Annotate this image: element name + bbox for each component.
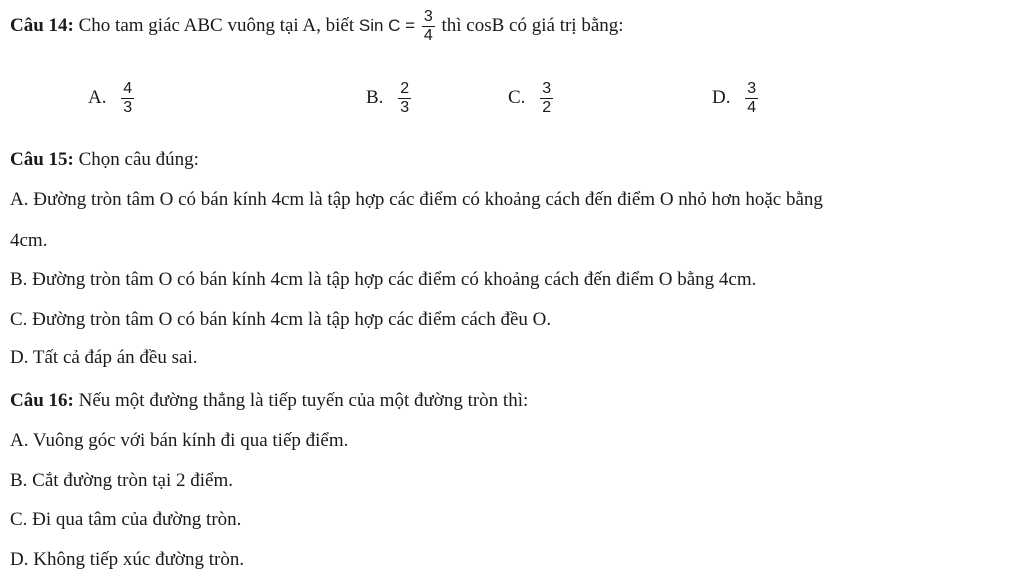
fraction-numerator: 4 (123, 80, 133, 98)
question-14-sin-fraction (422, 8, 435, 45)
option-fraction (398, 80, 411, 117)
question-16-option-b[interactable]: B. Cắt đường tròn tại 2 điểm. (10, 470, 233, 491)
question-14-label: Câu 14: (10, 14, 74, 36)
fraction-denominator: 3 (400, 99, 410, 117)
question-15-option-d[interactable]: D. Tất cả đáp án đều sai. (10, 347, 198, 368)
option-letter: D. (712, 87, 731, 108)
question-14-sin-expression: Sin C = (358, 15, 416, 35)
fraction-numerator: 2 (400, 80, 410, 98)
fraction-numerator: 3 (747, 80, 757, 98)
question-16-option-c[interactable]: C. Đi qua tâm của đường tròn. (10, 509, 242, 530)
option-letter: B. (366, 87, 384, 108)
question-14-text-before: Cho tam giác ABC vuông tại A, biết (73, 14, 359, 36)
fraction-numerator: 3 (542, 80, 552, 98)
question-15-label: Câu 15: (10, 149, 74, 170)
question-14-option-b[interactable] (366, 78, 413, 118)
fraction-numerator: 3 (423, 8, 433, 25)
fraction-denominator: 3 (123, 99, 133, 117)
option-fraction (745, 80, 758, 117)
fraction-denominator: 4 (747, 99, 757, 117)
question-16-option-a[interactable]: A. Vuông góc với bán kính đi qua tiếp điểm. (10, 430, 349, 451)
question-15-option-a-line-1[interactable]: A. Đường tròn tâm O có bán kính 4cm là tập hợp các điểm có khoảng cách đến điểm O nhỏ hơn hoặc bằng (10, 189, 823, 210)
question-16-text: Nếu một đường thẳng là tiếp tuyến của một đường tròn thì: (73, 390, 529, 411)
question-14-stem (10, 8, 624, 45)
question-16-option-d[interactable]: D. Không tiếp xúc đường tròn. (10, 549, 245, 570)
fraction-denominator: 4 (423, 27, 433, 44)
question-15-option-a-line-2[interactable]: 4cm. (10, 230, 48, 251)
question-14-option-d[interactable] (712, 78, 760, 118)
question-16-label: Câu 16: (10, 390, 74, 411)
question-14-option-a[interactable] (88, 78, 136, 118)
option-letter: A. (88, 87, 107, 108)
question-16-stem (10, 389, 528, 413)
question-15-option-c[interactable]: C. Đường tròn tâm O có bán kính 4cm là tập hợp các điểm cách đều O. (10, 309, 552, 330)
option-fraction (540, 80, 553, 117)
question-14-option-c[interactable] (508, 78, 555, 118)
question-14-text-after: thì cosB có giá trị bằng: (436, 14, 624, 36)
option-letter: C. (508, 87, 526, 108)
fraction-denominator: 2 (542, 99, 552, 117)
question-15-text: Chọn câu đúng: (73, 149, 199, 170)
option-fraction (121, 80, 134, 117)
question-15-option-b[interactable]: B. Đường tròn tâm O có bán kính 4cm là tập hợp các điểm có khoảng cách đến điểm O bằng 4cm. (10, 269, 757, 290)
question-15-stem (10, 148, 199, 172)
